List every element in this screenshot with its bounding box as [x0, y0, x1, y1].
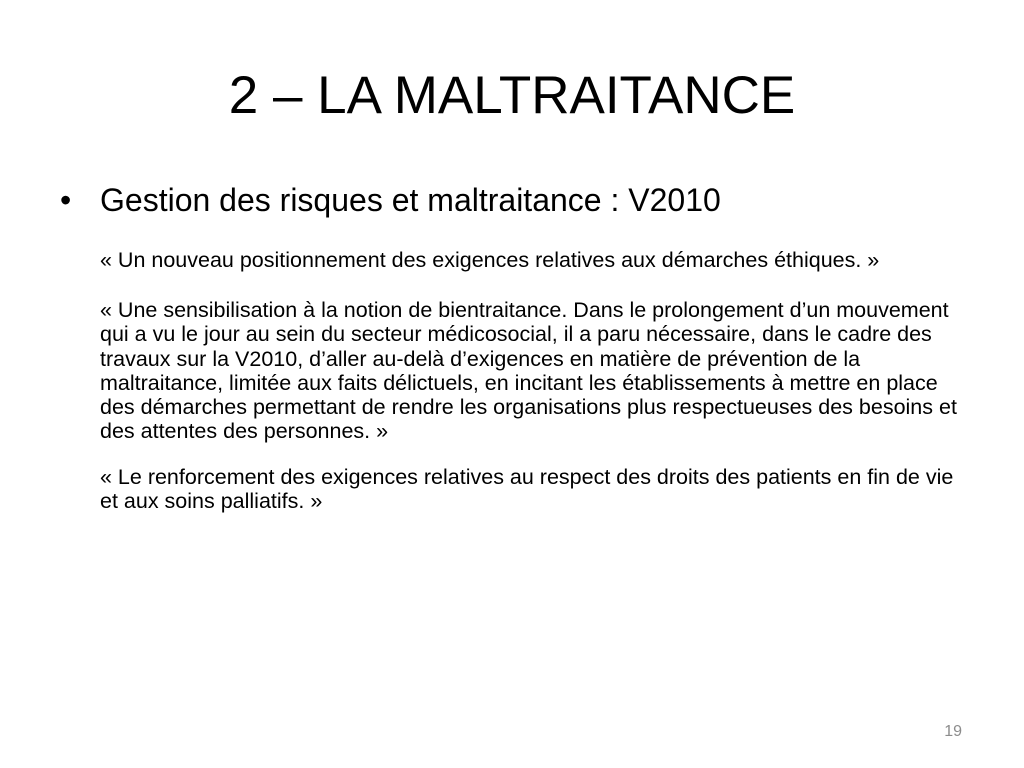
bullet-item — [60, 178, 960, 222]
slide-content — [60, 178, 960, 513]
page-number: 19 — [944, 723, 962, 740]
slide-title: 2 – LA MALTRAITANCE — [228, 66, 796, 125]
bullet-text: Gestion des risques et maltraitance : V2010 — [100, 182, 721, 218]
bullet-dot-icon: • — [60, 182, 72, 218]
quote-paragraph-bientraitance: « Une sensibilisation à la notion de bientraitance. Dans le prolongement d’un mouvement qui a vu le jour au sein du secteur médicosocial, il a paru nécessaire, dans le cadre des travaux sur la V2010, d’aller au-delà d’exigences en matière de prévention de la maltraitance, limitée aux faits délictuels, en incitant les établissements à mettre en place des démarches permettant de rendre les organisations plus respectueuses des besoins et des attentes des personnes. » — [100, 298, 957, 444]
quote-paragraph-ethics: « Un nouveau positionnement des exigences relatives aux démarches éthiques. » — [100, 248, 880, 272]
quote-paragraph-palliative: « Le renforcement des exigences relatives au respect des droits des patients en fin de vie et aux soins palliatifs. » — [100, 464, 954, 514]
